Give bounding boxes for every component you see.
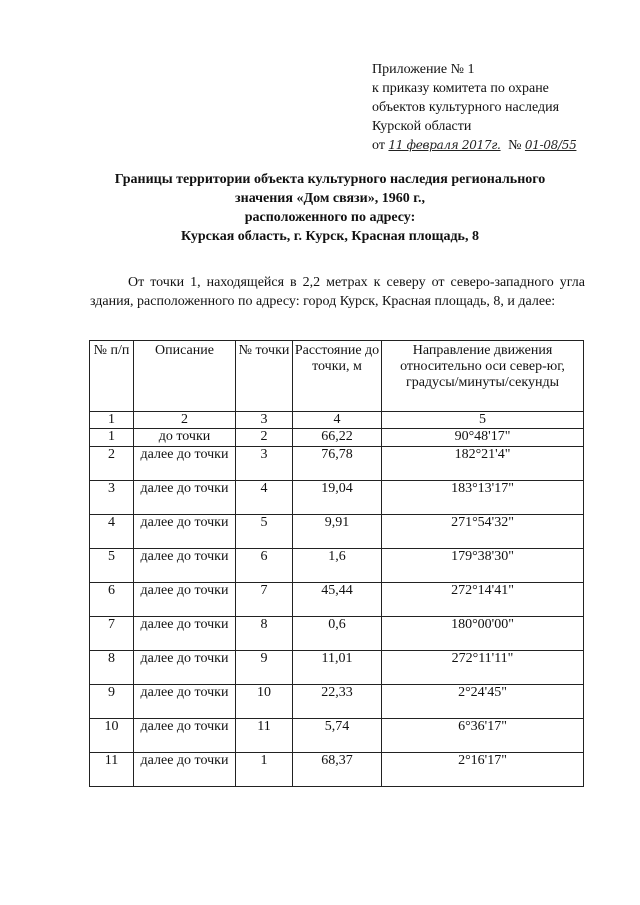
row-direction: 2°16'17"	[382, 753, 584, 787]
table-row	[90, 447, 584, 481]
row-distance: 9,91	[293, 515, 382, 549]
row-distance: 68,37	[293, 753, 382, 787]
row-index: 2	[90, 447, 134, 481]
row-distance: 76,78	[293, 447, 382, 481]
row-description: далее до точки	[134, 719, 236, 753]
row-index: 8	[90, 651, 134, 685]
row-distance: 66,22	[293, 429, 382, 447]
row-description: далее до точки	[134, 583, 236, 617]
row-point: 3	[236, 447, 293, 481]
column-number: 1	[90, 412, 134, 429]
row-point: 4	[236, 481, 293, 515]
row-description: далее до точки	[134, 549, 236, 583]
row-index: 11	[90, 753, 134, 787]
table-header-row	[90, 341, 584, 412]
row-description: далее до точки	[134, 753, 236, 787]
handwritten-number: 01-08/55	[524, 138, 577, 152]
row-description: до точки	[134, 429, 236, 447]
row-index: 9	[90, 685, 134, 719]
row-point: 11	[236, 719, 293, 753]
row-point: 7	[236, 583, 293, 617]
appendix-date-number-line	[372, 136, 622, 155]
row-description: далее до точки	[134, 617, 236, 651]
boundary-points-table	[89, 340, 584, 787]
row-index: 4	[90, 515, 134, 549]
row-index: 6	[90, 583, 134, 617]
column-number-row	[90, 412, 584, 429]
row-direction: 271°54'32"	[382, 515, 584, 549]
appendix-order-ref: к приказу комитета по охране	[372, 81, 549, 96]
row-index: 7	[90, 617, 134, 651]
title-line-3: расположенного по адресу:	[244, 210, 416, 225]
table-row	[90, 753, 584, 787]
handwritten-date: 11 февраля 2017г.	[388, 138, 501, 152]
row-index: 5	[90, 549, 134, 583]
column-number: 2	[134, 412, 236, 429]
row-description: далее до точки	[134, 515, 236, 549]
row-direction: 90°48'17"	[382, 429, 584, 447]
row-direction: 183°13'17"	[382, 481, 584, 515]
title-line-4: Курская область, г. Курск, Красная площадь, 8	[181, 229, 479, 244]
row-distance: 11,01	[293, 651, 382, 685]
row-distance: 19,04	[293, 481, 382, 515]
row-index: 10	[90, 719, 134, 753]
row-distance: 5,74	[293, 719, 382, 753]
header-point: № точки	[236, 341, 293, 412]
row-point: 9	[236, 651, 293, 685]
appendix-number: Приложение № 1	[372, 62, 475, 77]
appendix-header	[372, 60, 622, 155]
row-distance: 22,33	[293, 685, 382, 719]
header-distance: Расстояние до точки, м	[293, 341, 382, 412]
table-row	[90, 583, 584, 617]
row-direction: 182°21'4"	[382, 447, 584, 481]
row-direction: 272°11'11"	[382, 651, 584, 685]
table-row	[90, 685, 584, 719]
table-row	[90, 549, 584, 583]
row-description: далее до точки	[134, 651, 236, 685]
row-description: далее до точки	[134, 447, 236, 481]
column-number: 4	[293, 412, 382, 429]
table-row	[90, 651, 584, 685]
table-row	[90, 617, 584, 651]
row-direction: 2°24'45"	[382, 685, 584, 719]
table-row	[90, 515, 584, 549]
title-line-2: значения «Дом связи», 1960 г.,	[235, 191, 425, 206]
row-point: 6	[236, 549, 293, 583]
table-row	[90, 719, 584, 753]
row-point: 8	[236, 617, 293, 651]
row-point: 5	[236, 515, 293, 549]
intro-text: От точки 1, находящейся в 2,2 метрах к северу от северо-западного угла здания, расположенного по адресу: город Курск, Красная площадь, 8, и далее:	[90, 275, 585, 309]
column-number: 5	[382, 412, 584, 429]
column-number: 3	[236, 412, 293, 429]
row-distance: 1,6	[293, 549, 382, 583]
appendix-committee: объектов культурного наследия	[372, 100, 560, 115]
from-prefix: от	[372, 138, 385, 153]
row-point: 1	[236, 753, 293, 787]
row-distance: 45,44	[293, 583, 382, 617]
row-index: 1	[90, 429, 134, 447]
title-line-1: Границы территории объекта культурного наследия регионального	[114, 172, 546, 187]
row-description: далее до точки	[134, 685, 236, 719]
row-direction: 179°38'30"	[382, 549, 584, 583]
header-index: № п/п	[90, 341, 134, 412]
row-direction: 180°00'00"	[382, 617, 584, 651]
number-prefix: №	[508, 138, 522, 153]
row-point: 10	[236, 685, 293, 719]
row-description: далее до точки	[134, 481, 236, 515]
row-distance: 0,6	[293, 617, 382, 651]
row-index: 3	[90, 481, 134, 515]
row-point: 2	[236, 429, 293, 447]
appendix-region: Курской области	[372, 119, 472, 134]
header-description: Описание	[134, 341, 236, 412]
row-direction: 6°36'17"	[382, 719, 584, 753]
table-row	[90, 481, 584, 515]
document-title	[60, 170, 600, 246]
intro-paragraph	[90, 273, 585, 311]
row-direction: 272°14'41"	[382, 583, 584, 617]
header-direction: Направление движения относительно оси север-юг, градусы/минуты/секунды	[382, 341, 584, 412]
table-row	[90, 429, 584, 447]
